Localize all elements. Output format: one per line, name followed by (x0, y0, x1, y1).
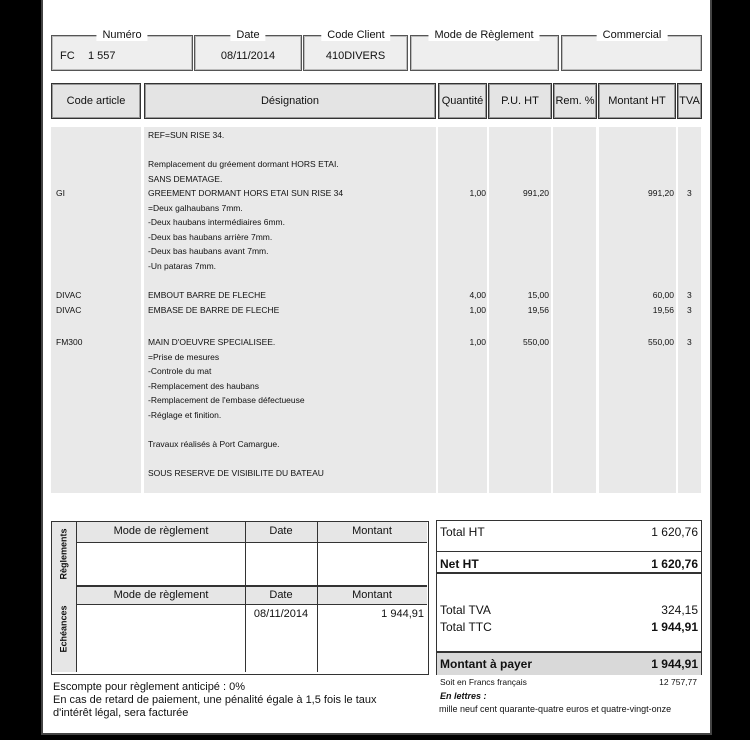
row-tva: 3 (687, 290, 692, 300)
invoice-page (41, 0, 712, 735)
header-montant-ht: Montant HT (598, 83, 676, 119)
row-code: FM300 (56, 337, 83, 347)
divider (437, 551, 701, 552)
header-quantite: Quantité (438, 83, 487, 119)
row-pu: 15,00 (527, 290, 549, 300)
row-montant: 991,20 (648, 188, 674, 198)
row-montant: 550,00 (648, 337, 674, 347)
row-tva: 3 (687, 337, 692, 347)
reglements-side-label: Règlements (59, 528, 69, 580)
row-code: GI (56, 188, 65, 198)
row-pu: 991,20 (523, 188, 549, 198)
row-pu: 19,56 (527, 305, 549, 315)
designation-line: EMBOUT BARRE DE FLECHE (148, 290, 266, 300)
row-montant: 19,56 (652, 305, 674, 315)
designation-line: MAIN D'OEUVRE SPECIALISEE. (148, 337, 276, 347)
designation-line: Remplacement du gréement dormant HORS ETAI. (148, 159, 339, 169)
reglements-header-montant: Montant (352, 525, 392, 537)
footer-penalite: En cas de retard de paiement, une pénalité égale à 1,5 fois le taux (53, 694, 377, 706)
row-tva: 3 (687, 188, 692, 198)
date-label: Date (230, 29, 265, 41)
echeances-header-mode: Mode de règlement (113, 589, 209, 601)
header-remise: Rem. % (553, 83, 597, 119)
mode-reglement-label: Mode de Règlement (428, 29, 539, 41)
designation-line: =Prise de mesures (148, 351, 220, 362)
designation-line: EMBASE DE BARRE DE FLECHE (148, 305, 280, 315)
echeances-side-label: Echéances (59, 605, 69, 653)
client-label: Code Client (321, 29, 390, 41)
total-tva-label: Total TVA (440, 603, 491, 617)
echeances-header-date: Date (269, 589, 293, 601)
echeances-header-montant: Montant (352, 589, 392, 601)
header-code-article: Code article (51, 83, 141, 119)
commercial-label: Commercial (597, 29, 668, 41)
total-ttc-label: Total TTC (440, 620, 492, 634)
reglements-header-mode: Mode de règlement (113, 525, 209, 537)
echeances-side (52, 586, 76, 672)
francs-label: Soit en Francs français (440, 677, 527, 687)
echeance-date: 08/11/2014 (253, 608, 309, 620)
reglements-side (52, 522, 76, 586)
total-tva-row (440, 603, 698, 617)
designation-line: Travaux réalisés à Port Camargue. (148, 438, 280, 449)
header-tva: TVA (677, 83, 702, 119)
client-value: 410DIVERS (325, 50, 386, 62)
total-ht-value: 1 620,76 (651, 525, 698, 539)
designation-line: -Remplacement de l'embase défectueuse (148, 395, 305, 405)
montant-a-payer-label: Montant à payer (440, 657, 533, 671)
date-box (194, 29, 302, 71)
designation-line: -Remplacement des haubans (148, 380, 260, 391)
footer-interet: d'intérêt légal, sera facturée (53, 707, 189, 719)
net-ht-value: 1 620,76 (651, 557, 698, 571)
designation-line: REF=SUN RISE 34. (148, 130, 225, 140)
montant-a-payer-row (440, 657, 698, 671)
total-ht-row (440, 525, 698, 539)
designation-line: -Deux bas haubans avant 7mm. (148, 246, 269, 256)
payments-block (51, 521, 429, 675)
designation-line: -Un pataras 7mm. (148, 260, 217, 271)
divider (317, 522, 318, 672)
net-ht-row (440, 557, 698, 571)
totals-block (436, 520, 702, 675)
montant-a-payer-value: 1 944,91 (651, 657, 698, 671)
designation-line: GREEMENT DORMANT HORS ETAI SUN RISE 34 (148, 188, 344, 198)
lettres-value: mille neuf cent quarante-quatre euros et quatre-vingt-onze (439, 704, 672, 714)
commercial-box (561, 29, 702, 71)
row-quantite: 1,00 (469, 337, 486, 347)
row-quantite: 4,00 (469, 290, 486, 300)
column-remise (553, 127, 596, 493)
footer-escompte: Escompte pour règlement anticipé : 0% (53, 681, 245, 693)
total-ttc-value: 1 944,91 (651, 620, 698, 634)
designation-line: -Deux haubans intermédiaires 6mm. (148, 217, 286, 227)
header-pu-ht: P.U. HT (488, 83, 552, 119)
net-ht-label: Net HT (440, 557, 479, 571)
designation-line: -Controle du mat (148, 366, 212, 376)
row-quantite: 1,00 (469, 188, 486, 198)
designation-line: SOUS RESERVE DE VISIBILITE DU BATEAU (148, 467, 324, 478)
row-code: DIVAC (56, 290, 82, 300)
row-pu: 550,00 (523, 337, 549, 347)
designation-line: -Deux bas haubans arrière 7mm. (148, 231, 273, 242)
total-tva-value: 324,15 (661, 603, 698, 617)
row-tva: 3 (687, 305, 692, 315)
echeance-montant: 1 944,91 (381, 608, 424, 620)
francs-value: 12 757,77 (659, 677, 697, 687)
designation-line: =Deux galhaubans 7mm. (148, 202, 243, 213)
row-montant: 60,00 (652, 290, 674, 300)
numero-prefix: FC (60, 50, 75, 62)
numero-label: Numéro (96, 29, 147, 41)
date-value: 08/11/2014 (220, 50, 276, 62)
reglements-header-date: Date (269, 525, 293, 537)
divider (437, 572, 701, 574)
designation-line: -Réglage et finition. (148, 409, 222, 420)
numero-value: 1 557 (88, 50, 116, 62)
numero-box (51, 29, 193, 71)
lettres-label: En lettres : (440, 691, 487, 701)
total-ht-label: Total HT (440, 525, 485, 539)
client-box (303, 29, 408, 71)
row-quantite: 1,00 (469, 305, 486, 315)
row-code: DIVAC (56, 305, 82, 315)
designation-line: SANS DEMATAGE. (148, 173, 223, 184)
divider (245, 522, 246, 672)
header-designation: Désignation (144, 83, 436, 119)
total-ttc-row (440, 620, 698, 634)
mode-reglement-box (410, 29, 559, 71)
